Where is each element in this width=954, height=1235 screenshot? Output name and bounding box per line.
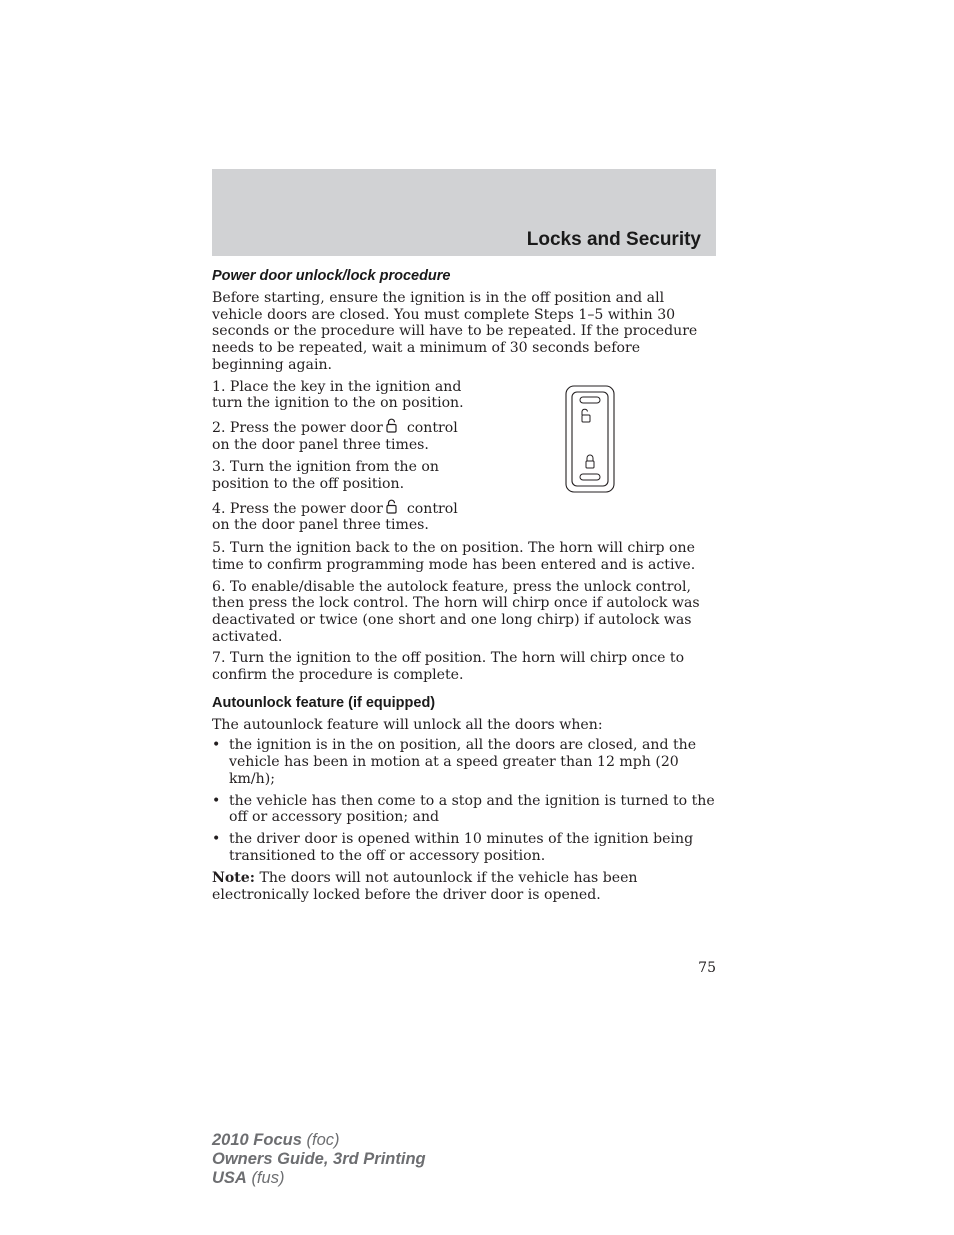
step-1: 1. Place the key in the ignition and turn the ignition to the on position.	[212, 378, 464, 412]
autounlock-intro: The autounlock feature will unlock all the doors when:	[212, 716, 603, 733]
power-door-unlock-icon	[386, 418, 404, 433]
footer-line-guide: Owners Guide, 3rd Printing	[212, 1150, 426, 1168]
step-5: 5. Turn the ignition back to the on position. The horn will chirp one time to confirm programming mode has been entered and is active.	[212, 540, 696, 573]
steps-narrow-column	[212, 379, 472, 535]
footer-line-model: 2010 Focus (foc)	[212, 1131, 340, 1149]
step-7: 7. Turn the ignition to the off position. The horn will chirp once to confirm the procedure is complete.	[212, 650, 685, 684]
section-title-autounlock: Autounlock feature (if equipped)	[212, 694, 436, 711]
section-title-power-door: Power door unlock/lock procedure	[212, 268, 451, 284]
document-footer	[212, 1131, 426, 1188]
list-item: • the vehicle has then come to a stop and the ignition is turned to the off or accessory position; and	[212, 792, 715, 826]
section-header-band	[212, 169, 716, 256]
procedure-intro: Before starting, ensure the ignition is in the off position and all vehicle doors are closed. You must complete Steps 1–5 within 30 seconds or the procedure will have to be repeated. If the procedure needs to be repeated, wait a minimum of 30 seconds before beginning again.	[212, 290, 698, 373]
power-door-unlock-icon	[386, 499, 404, 514]
bullet: •	[212, 737, 221, 754]
step-2: 2. Press the power door control on the door panel three times.	[212, 419, 458, 453]
autounlock-note: Note: The doors will not autounlock if the vehicle has been electronically locked before the driver door is opened.	[212, 870, 638, 904]
steps-with-figure	[212, 379, 716, 535]
autounlock-conditions-list	[212, 737, 716, 864]
step-3: 3. Turn the ignition from the on position to the off position.	[212, 459, 439, 493]
list-item: • the ignition is in the on position, all the doors are closed, and the vehicle has been in motion at a speed greater than 12 mph (20 km/h);	[212, 737, 697, 787]
footer-line-region: USA (fus)	[212, 1169, 285, 1187]
power-door-lock-switch-figure	[563, 382, 617, 496]
step-6: 6. To enable/disable the autolock feature, press the unlock control, then press the lock control. The horn will chirp once if autolock was deactivated or twice (one short and one long chirp) if autolock was activated.	[212, 578, 700, 645]
bullet: •	[212, 830, 221, 847]
step-4: 4. Press the power door control on the door panel three times.	[212, 500, 458, 534]
note-label: Note:	[212, 870, 255, 887]
list-item: • the driver door is opened within 10 minutes of the ignition being transitioned to the off or accessory position.	[212, 830, 694, 864]
chapter-title: Locks and Security	[526, 229, 701, 250]
bullet: •	[212, 792, 221, 809]
page-number: 75	[698, 960, 716, 976]
page-content	[212, 266, 716, 904]
